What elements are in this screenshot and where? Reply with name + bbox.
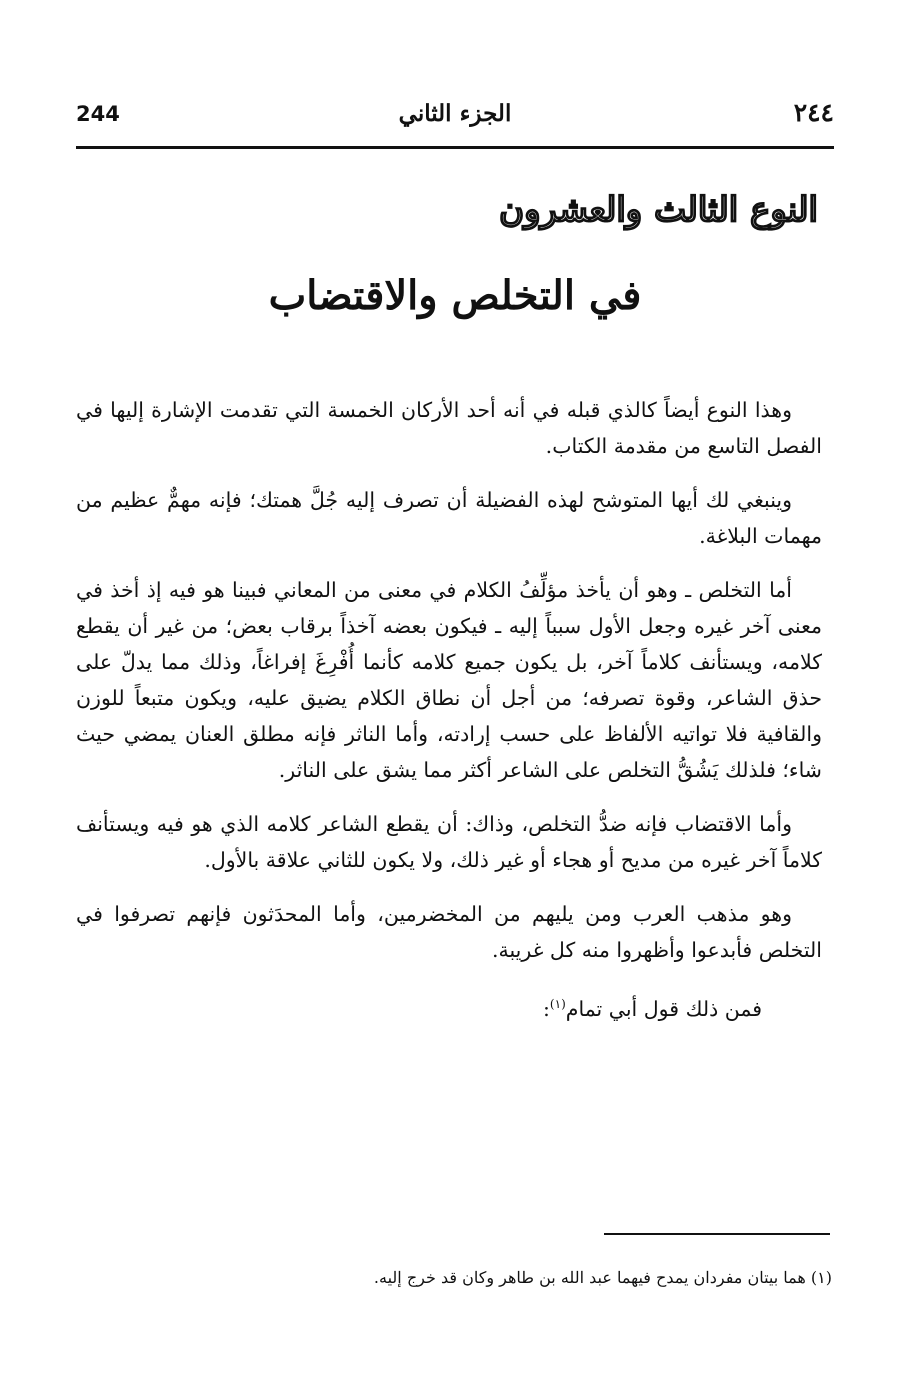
page-header <box>76 96 834 136</box>
paragraph: وهو مذهب العرب ومن يليهم من المخضرمين، وأما المحدَثون فإنهم تصرفوا في التخلص فأبدعوا وأظهروا منه كل غريبة. <box>76 902 822 962</box>
footnote: (١) هما بيتان مفردان يمدح فيهما عبد الله بن طاهر وكان قد خرج إليه. <box>373 1268 832 1287</box>
footnote-marker[interactable]: (١) <box>549 997 566 1011</box>
quote-lead-in <box>76 986 822 1027</box>
paragraph: وأما الاقتضاب فإنه ضدُّ التخلص، وذاك: أن يقطع الشاعر كلامه الذي هو فيه ويستأنف كلاماً آخر غيره من مديح أو هجاء أو غير ذلك، ولا يكون للثاني علاقة بالأول. <box>76 812 822 872</box>
lead-in-text: فمن ذلك قول أبي تمام <box>565 996 762 1021</box>
header-rule <box>76 146 834 149</box>
paragraph: أما التخلص ـ وهو أن يأخذ مؤلِّفُ الكلام في معنى من المعاني فبينا هو فيه إذ أخذ في معنى آخر غيره وجعل الأول سبباً إليه ـ فيكون بعضه آخذاً برقاب بعض؛ من غير أن يقطع كلامه، ويستأنف كلاماً آخر، بل يكون جميع كلامه كأنما أُفْرِغَ إفراغاً، وذلك مما يدلّ على حذق الشاعر، وقوة تصرفه؛ من أجل أن نطاق الكلام يضيق عليه، ويكون متبعاً للوزن والقافية فلا تواتيه الألفاظ على حسب إرادته، وأما الناثر فإنه مطلق العنان يمضي حيث شاء؛ فلذلك يَشُقُّ التخلص على الشاعر أكثر مما يشق على الناثر. <box>76 578 822 782</box>
footnote-rule <box>604 1233 830 1235</box>
page-number-arabic: ٢٤٤ <box>793 98 834 127</box>
chapter-title: في التخلص والاقتضاب <box>268 272 642 319</box>
paragraph: وينبغي لك أيها المتوشح لهذه الفضيلة أن تصرف إليه جُلَّ همتك؛ فإنه مهمٌّ عظيم من مهمات البلاغة. <box>76 488 822 548</box>
lead-in-colon: : <box>543 996 550 1021</box>
paragraph: وهذا النوع أيضاً كالذي قبله في أنه أحد الأركان الخمسة التي تقدمت الإشارة إليها في الفصل التاسع من مقدمة الكتاب. <box>76 398 822 458</box>
section-kind-heading: النوع الثالث والعشرون <box>499 190 818 230</box>
body-text <box>76 392 822 1045</box>
running-title: الجزء الثاني <box>398 100 512 127</box>
page-number-latin: 244 <box>76 102 120 126</box>
